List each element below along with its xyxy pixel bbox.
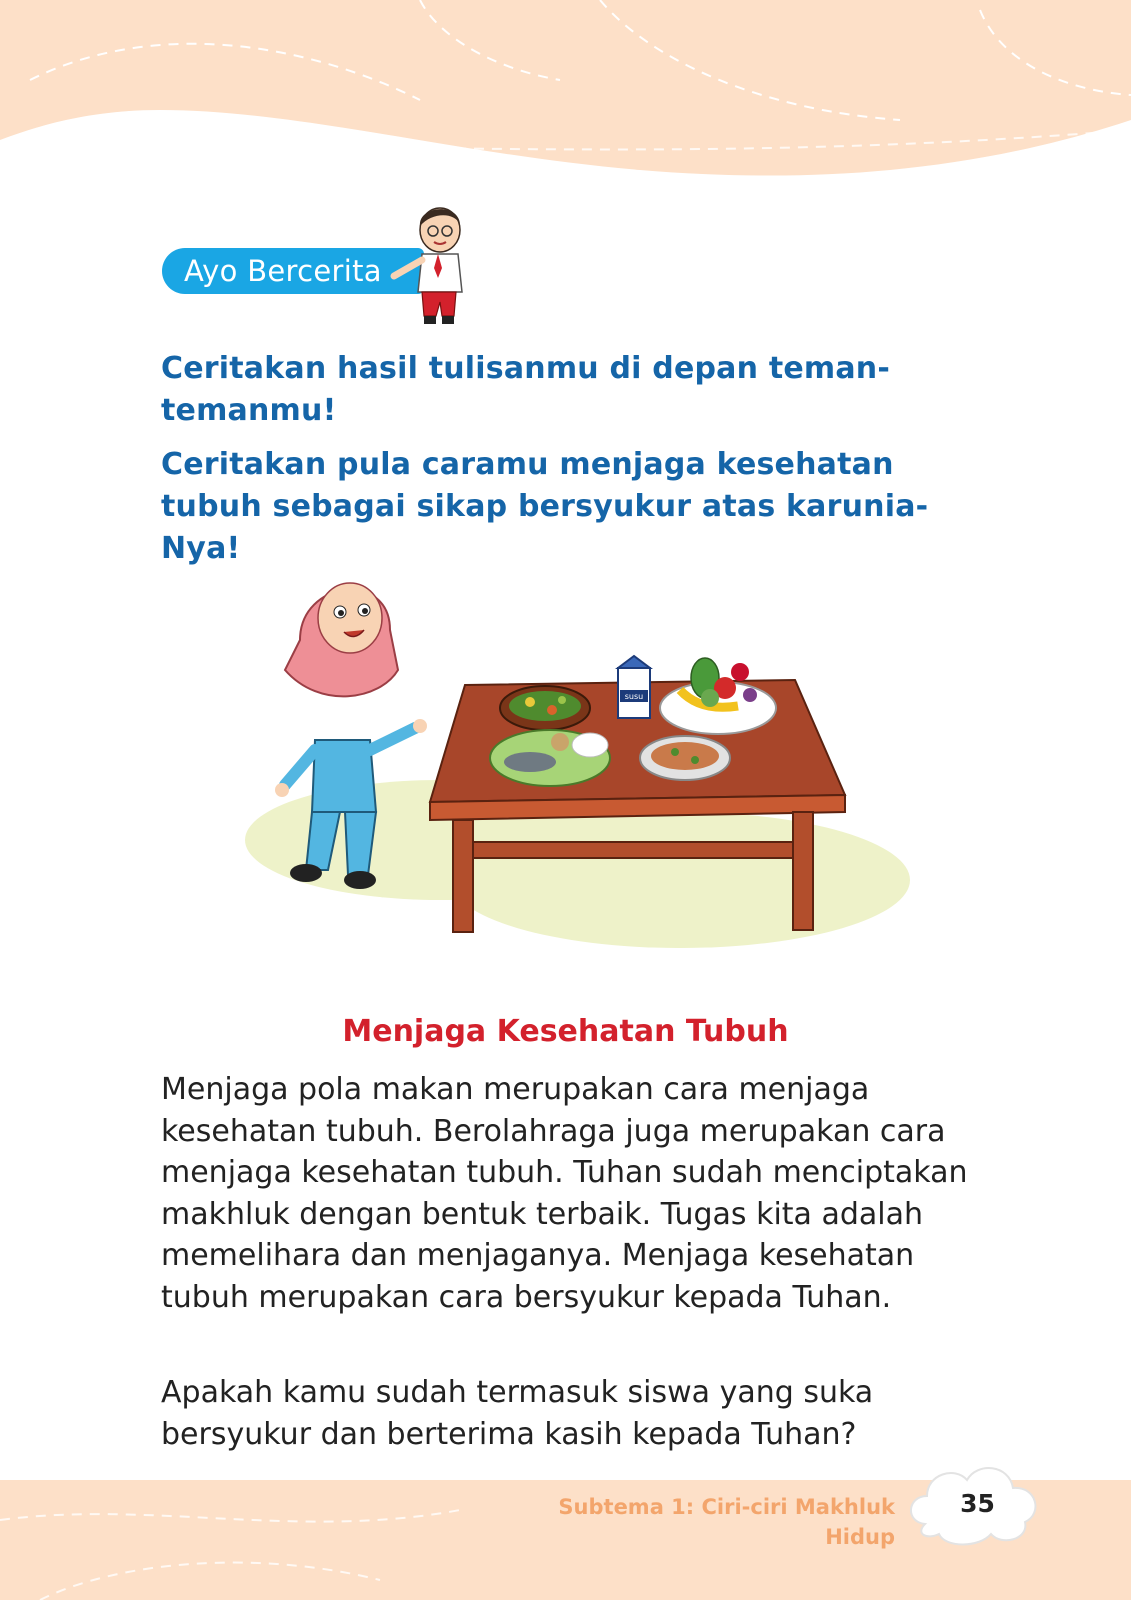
story-paragraph-2: Apakah kamu sudah termasuk siswa yang suka bersyukur dan berterima kasih kepada Tuhan? xyxy=(161,1375,874,1452)
story-title: Menjaga Kesehatan Tubuh xyxy=(342,1014,789,1049)
milk-label: susu xyxy=(624,692,644,701)
top-wave-decoration xyxy=(0,0,1131,200)
boy-student-icon xyxy=(388,198,488,330)
badge-label: Ayo Bercerita xyxy=(184,254,382,288)
page-number: 35 xyxy=(960,1489,995,1518)
story-paragraph-1: Menjaga pola makan merupakan cara menjaga kesehatan tubuh. Berolahraga juga merupakan cara menjaga kesehatan tubuh. Tuhan sudah menciptakan makhluk dengan bentuk terbaik. Tugas kita adalah memelihara dan menjaganya. Menjaga kesehatan tubuh merupakan cara bersyukur kepada Tuhan. xyxy=(161,1072,968,1315)
girl-and-healthy-food-table-icon xyxy=(240,540,940,980)
footer-subtheme: Subtema 1: Ciri-ciri Makhluk Hidup xyxy=(558,1495,895,1549)
instruction-1: Ceritakan hasil tulisanmu di depan teman-temanmu! xyxy=(161,351,891,428)
ayo-bercerita-badge xyxy=(162,248,424,294)
instruction-2: Ceritakan pula caramu menjaga kesehatan tubuh sebagai sikap bersyukur atas karunia-Nya! xyxy=(161,447,929,566)
